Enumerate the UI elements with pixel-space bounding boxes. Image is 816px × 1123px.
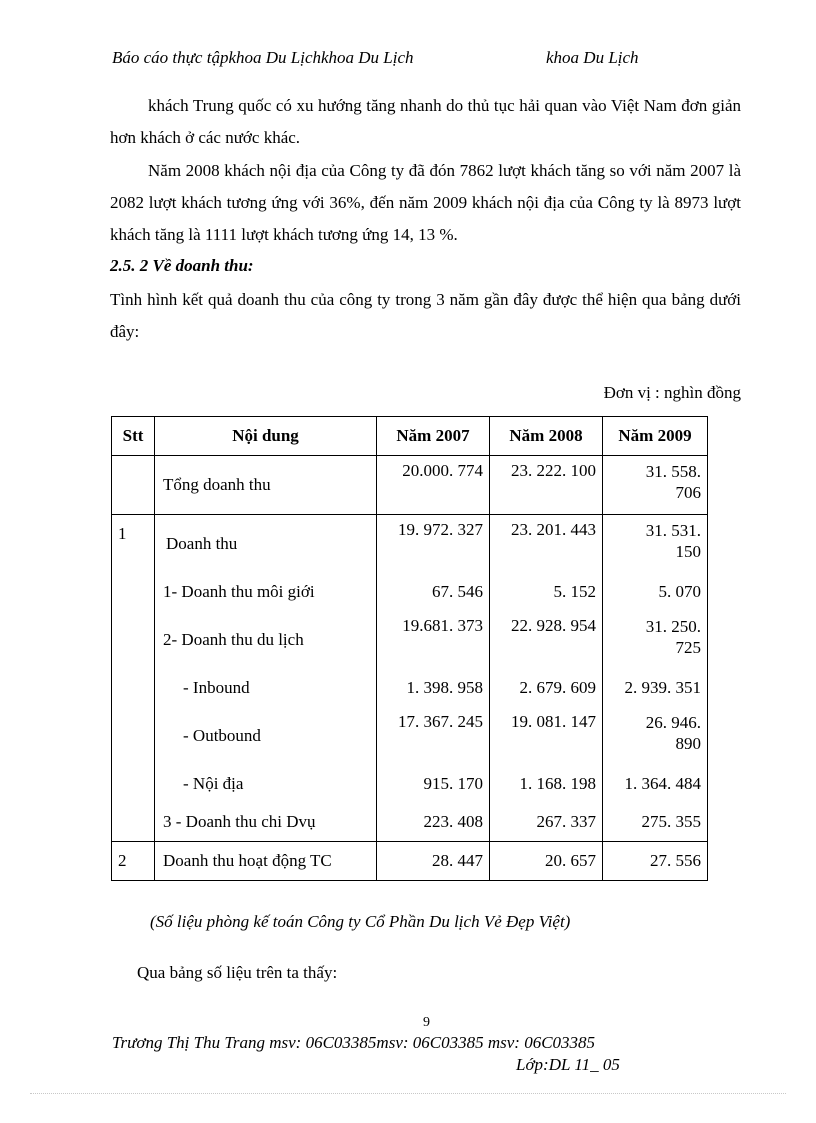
value-2009 xyxy=(603,515,707,573)
value-2008: 5. 152 xyxy=(553,582,596,601)
header-year-2007: Năm 2007 xyxy=(377,417,490,456)
value-2009-line1: 26. 946. xyxy=(645,713,701,732)
conclusion-text: Qua bảng số liệu trên ta thấy: xyxy=(137,963,338,982)
header-content: Nội dung xyxy=(155,417,377,456)
unit-label: Đơn vị : nghìn đồng xyxy=(603,383,741,402)
value-2008: 267. 337 xyxy=(536,812,596,831)
value-2008: 23. 201. 443 xyxy=(511,520,596,539)
value-cell-2009 xyxy=(603,456,708,515)
value-cell-2007 xyxy=(377,456,490,515)
value-2009: 5. 070 xyxy=(658,582,701,601)
stt-cell: 2 xyxy=(112,842,155,881)
row-label-doanh-thu: Doanh thu xyxy=(166,534,238,553)
header-year-2008: Năm 2008 xyxy=(490,417,603,456)
content-cell xyxy=(155,456,377,515)
value-cell-2008 xyxy=(490,456,603,515)
value-2009-line1: 31. 250. xyxy=(645,617,701,636)
table-row-total xyxy=(112,456,708,515)
table-row-financial xyxy=(112,842,708,881)
value-2009: 1. 364. 484 xyxy=(624,774,701,793)
paragraph-table-intro: Tình hình kết quả doanh thu của công ty trong 3 năm gần đây được thể hiện qua bảng dưới đây: xyxy=(110,290,741,341)
value-2007: 1. 398. 958 xyxy=(406,678,483,697)
value-2007: 19. 972. 327 xyxy=(398,520,483,539)
value-2009-line1: 31. 558. xyxy=(645,462,701,481)
row-label-outbound: - Outbound xyxy=(183,726,261,745)
value-2009: 27. 556 xyxy=(650,851,701,870)
footer-author-line: Trương Thị Thu Trang msv: 06C03385msv: 06C03385 msv: 06C03385 xyxy=(112,1033,596,1052)
header-stt: Stt xyxy=(112,417,155,456)
content-cell xyxy=(155,515,377,842)
row-label-du-lich: 2- Doanh thu du lịch xyxy=(163,630,304,649)
value-2009: 275. 355 xyxy=(641,812,701,831)
value-cell-2009 xyxy=(603,842,708,881)
value-2009 xyxy=(603,611,707,669)
value-2007: 28. 447 xyxy=(432,851,483,870)
revenue-table xyxy=(111,416,708,881)
value-2009-line2: 890 xyxy=(675,734,701,753)
row-label-moi-gioi: 1- Doanh thu môi giới xyxy=(163,582,315,601)
value-2008: 20. 657 xyxy=(545,851,596,870)
value-2009-line2: 150 xyxy=(675,542,701,561)
header-right-text: khoa Du Lịch xyxy=(546,48,639,67)
paragraph-chinese-visitors: khách Trung quốc có xu hướng tăng nhanh do thủ tục hải quan vào Việt Nam đơn giản hơn khách ở các nước khác. xyxy=(110,96,741,147)
row-label-noi-dia: - Nội địa xyxy=(183,774,244,793)
row-label: Doanh thu hoạt động TC xyxy=(163,851,332,870)
bottom-divider xyxy=(30,1093,786,1094)
content-cell xyxy=(155,842,377,881)
header-year-2009: Năm 2009 xyxy=(603,417,708,456)
value-cell-2007 xyxy=(377,515,490,842)
value-2008: 23. 222. 100 xyxy=(511,461,596,480)
footer-class-line: Lớp:DL 11_ 05 xyxy=(516,1055,620,1074)
value-2007: 20.000. 774 xyxy=(402,461,483,480)
source-note: (Số liệu phòng kế toán Công ty Cổ Phần Du lịch Vẻ Đẹp Việt) xyxy=(150,912,571,931)
value-2007: 17. 367. 245 xyxy=(398,712,483,731)
value-2008: 1. 168. 198 xyxy=(519,774,596,793)
value-2008: 19. 081. 147 xyxy=(511,712,596,731)
table-header-row xyxy=(112,417,708,456)
value-2009: 2. 939. 351 xyxy=(624,678,701,697)
row-label-inbound: - Inbound xyxy=(183,678,250,697)
value-2007: 67. 546 xyxy=(432,582,483,601)
value-2007: 223. 408 xyxy=(423,812,483,831)
value-2007: 19.681. 373 xyxy=(402,616,483,635)
stt-cell xyxy=(112,456,155,515)
value-cell-2008 xyxy=(490,515,603,842)
page-header xyxy=(112,48,639,68)
section-heading: 2.5. 2 Về doanh thu: xyxy=(110,256,254,275)
value-cell-2007 xyxy=(377,842,490,881)
value-2009 xyxy=(603,456,707,514)
value-2008: 2. 679. 609 xyxy=(519,678,596,697)
row-label: Tổng doanh thu xyxy=(163,475,271,494)
value-cell-2009 xyxy=(603,515,708,842)
value-2008: 22. 928. 954 xyxy=(511,616,596,635)
paragraph-domestic-visitors: Năm 2008 khách nội địa của Công ty đã đón 7862 lượt khách tăng so với năm 2007 là 2082 lượt khách tương ứng với 36%, đến năm 2009 khách nội địa của Công ty là 8973 lượt khách tăng là 1111 lượt khách tương ứng 14, 13 %. xyxy=(110,161,741,244)
value-2009 xyxy=(603,707,707,765)
header-left-text: Báo cáo thực tậpkhoa Du Lịchkhoa Du Lịch xyxy=(112,48,414,67)
row-label-chi-dvu: 3 - Doanh thu chi Dvụ xyxy=(163,812,316,831)
value-2007: 915. 170 xyxy=(423,774,483,793)
value-2009-line2: 706 xyxy=(675,483,701,502)
value-2009-line1: 31. 531. xyxy=(645,521,701,540)
page-number: 9 xyxy=(423,1015,430,1030)
value-cell-2008 xyxy=(490,842,603,881)
table-row-group-1 xyxy=(112,515,708,842)
value-2009-line2: 725 xyxy=(675,638,701,657)
stt-cell: 1 xyxy=(112,515,155,842)
